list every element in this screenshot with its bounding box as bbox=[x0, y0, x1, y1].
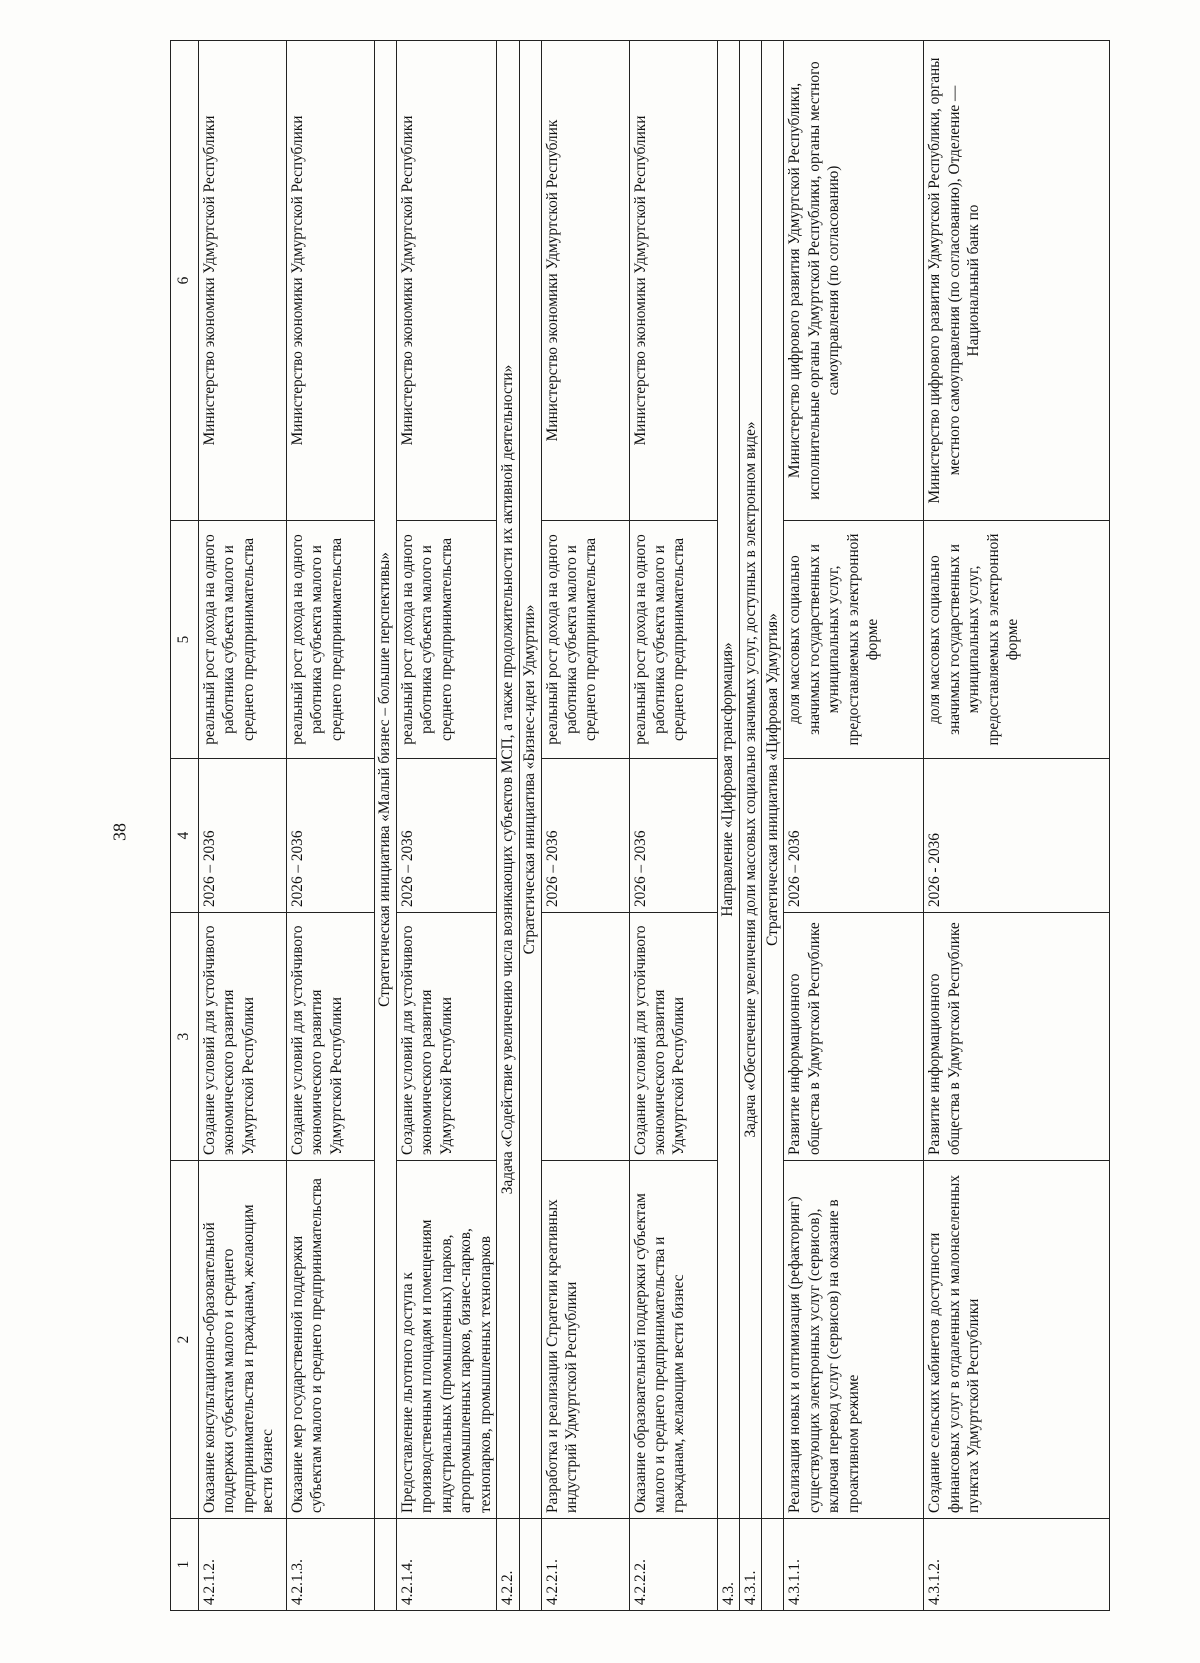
row-number-cell: 4.2.1.4. bbox=[397, 1519, 497, 1611]
table-row bbox=[629, 41, 717, 1611]
period-cell: 2026 – 2036 bbox=[541, 759, 629, 913]
table-row bbox=[397, 41, 497, 1611]
column-number-row bbox=[171, 41, 199, 1611]
action-cell: Разработка и реализации Стратегии креативных индустрий Удмуртской Республики bbox=[541, 1161, 629, 1519]
section-heading: Стратегическая инициатива «Бизнес-идеи Удмуртии» bbox=[519, 41, 541, 1519]
table-row bbox=[199, 41, 287, 1611]
indicator-cell: доля массовых социально значимых государственных и муниципальных услуг, предоставляемых в электронной форме bbox=[924, 521, 1110, 759]
action-cell: Оказание образовательной поддержки субъектам малого и среднего предпринимательства и гражданам, желающим вести бизнес bbox=[629, 1161, 717, 1519]
period-cell: 2026 – 2036 bbox=[397, 759, 497, 913]
period-cell: 2026 – 2036 bbox=[199, 759, 287, 913]
row-number-cell bbox=[519, 1519, 541, 1611]
period-cell: 2026 – 2036 bbox=[287, 759, 375, 913]
program-cell: Создание условий для устойчивого экономического развития Удмуртской Республики bbox=[397, 913, 497, 1161]
row-number-cell: 4.2.2. bbox=[497, 1519, 519, 1611]
column-number: 1 bbox=[171, 1519, 199, 1611]
indicator-cell: реальный рост дохода на одного работника субъекта малого и среднего предпринимательства bbox=[397, 521, 497, 759]
page-number: 38 bbox=[109, 823, 130, 841]
action-cell: Предоставление льготного доступа к производственным площадям и помещениям индустриальных (промышленных) парков, агропромышленных парков, бизнес-парков, технопарков, промышленных технопарков bbox=[397, 1161, 497, 1519]
column-number: 5 bbox=[171, 521, 199, 759]
table-row bbox=[541, 41, 629, 1611]
section-heading: Направление «Цифровая трансформация» bbox=[717, 41, 739, 1519]
action-cell: Оказание мер государственной поддержки субъектам малого и среднего предпринимательства bbox=[287, 1161, 375, 1519]
program-cell: Создание условий для устойчивого экономического развития Удмуртской Республики bbox=[629, 913, 717, 1161]
action-cell: Реализация новых и оптимизация (рефакторинг) существующих электронных услуг (сервисов), включая перевод услуг (сервисов) на оказание в проактивном режиме bbox=[784, 1161, 924, 1519]
table-row bbox=[287, 41, 375, 1611]
column-number: 3 bbox=[171, 913, 199, 1161]
indicator-cell: реальный рост дохода на одного работника субъекта малого и среднего предпринимательства bbox=[629, 521, 717, 759]
section-row bbox=[519, 41, 541, 1611]
indicator-cell: реальный рост дохода на одного работника субъекта малого и среднего предпринимательства bbox=[287, 521, 375, 759]
column-number: 6 bbox=[171, 41, 199, 521]
responsible-cell: Министерство экономики Удмуртской Республик bbox=[541, 41, 629, 521]
section-row bbox=[739, 41, 761, 1611]
period-cell: 2026 – 2036 bbox=[784, 759, 924, 913]
responsible-cell: Министерство экономики Удмуртской Республики bbox=[629, 41, 717, 521]
row-number-cell: 4.2.2.1. bbox=[541, 1519, 629, 1611]
action-plan-table bbox=[170, 40, 1110, 1611]
action-cell: Оказание консультационно-образовательной поддержки субъектам малого и среднего предпринимательства и гражданам, желающим вести бизнес bbox=[199, 1161, 287, 1519]
responsible-cell: Министерство цифрового развития Удмуртской Республики, исполнительные органы Удмуртской Республики, органы местного самоуправления (по согласованию) bbox=[784, 41, 924, 521]
section-heading: Задача «Содействие увеличению числа возникающих субъектов МСП, а также продолжительности их активной деятельности» bbox=[497, 41, 519, 1519]
period-cell: 2026 - 2036 bbox=[924, 759, 1110, 913]
section-row bbox=[717, 41, 739, 1611]
indicator-cell: реальный рост дохода на одного работника субъекта малого и среднего предпринимательства bbox=[199, 521, 287, 759]
responsible-cell: Министерство цифрового развития Удмуртской Республики, органы местного самоуправления (по согласованию), Отделение — Национальный банк по bbox=[924, 41, 1110, 521]
row-number-cell bbox=[762, 1519, 784, 1611]
row-number-cell bbox=[375, 1519, 397, 1611]
table-row bbox=[924, 41, 1110, 1611]
indicator-cell: доля массовых социально значимых государственных и муниципальных услуг, предоставляемых в электронной форме bbox=[784, 521, 924, 759]
program-cell: Развитие информационного общества в Удмуртской Республике bbox=[784, 913, 924, 1161]
action-cell: Создание сельских кабинетов доступности финансовых услуг в отдаленных и малонаселенных пунктах Удмуртской Республики bbox=[924, 1161, 1110, 1519]
section-row bbox=[375, 41, 397, 1611]
section-row bbox=[497, 41, 519, 1611]
table-row bbox=[784, 41, 924, 1611]
column-number: 2 bbox=[171, 1161, 199, 1519]
rotated-table-container bbox=[170, 41, 1100, 1611]
section-heading: Стратегическая инициатива «Малый бизнес – большие перспективы» bbox=[375, 41, 397, 1519]
section-heading: Задача «Обеспечение увеличения доли массовых социально значимых услуг, доступных в электронном виде» bbox=[739, 41, 761, 1519]
responsible-cell: Министерство экономики Удмуртской Республики bbox=[397, 41, 497, 521]
indicator-cell: реальный рост дохода на одного работника субъекта малого и среднего предпринимательства bbox=[541, 521, 629, 759]
responsible-cell: Министерство экономики Удмуртской Республики bbox=[287, 41, 375, 521]
period-cell: 2026 – 2036 bbox=[629, 759, 717, 913]
program-cell: Развитие информационного общества в Удмуртской Республике bbox=[924, 913, 1110, 1161]
row-number-cell: 4.3.1.1. bbox=[784, 1519, 924, 1611]
section-heading: Стратегическая инициатива «Цифровая Удмуртия» bbox=[762, 41, 784, 1519]
section-row bbox=[762, 41, 784, 1611]
row-number-cell: 4.3.1. bbox=[739, 1519, 761, 1611]
row-number-cell: 4.3. bbox=[717, 1519, 739, 1611]
row-number-cell: 4.2.1.3. bbox=[287, 1519, 375, 1611]
row-number-cell: 4.2.2.2. bbox=[629, 1519, 717, 1611]
program-cell: Создание условий для устойчивого экономического развития Удмуртской Республики bbox=[287, 913, 375, 1161]
column-number: 4 bbox=[171, 759, 199, 913]
program-cell: Создание условий для устойчивого экономического развития Удмуртской Республики bbox=[199, 913, 287, 1161]
responsible-cell: Министерство экономики Удмуртской Республики bbox=[199, 41, 287, 521]
program-cell bbox=[541, 913, 629, 1161]
row-number-cell: 4.3.1.2. bbox=[924, 1519, 1110, 1611]
row-number-cell: 4.2.1.2. bbox=[199, 1519, 287, 1611]
